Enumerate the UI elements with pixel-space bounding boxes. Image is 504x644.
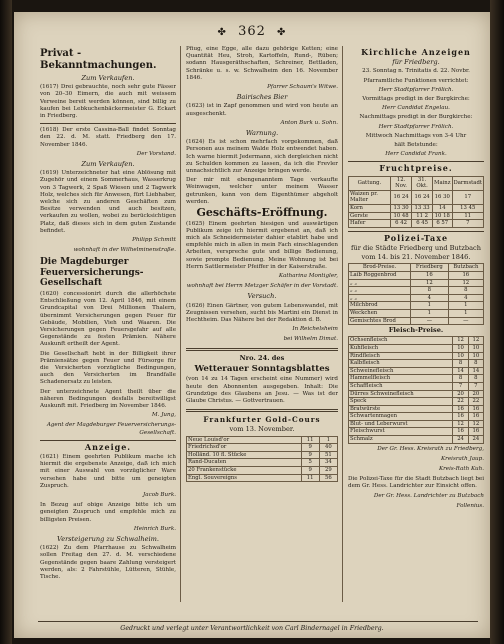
grain-price-row-cell: 11 (452, 212, 484, 220)
grain-prices-table (348, 176, 484, 228)
meat-price-row-cell: 22 (468, 398, 483, 406)
meat-price-row-cell: 12 (453, 337, 468, 345)
grain-price-row-cell: Gerste (349, 212, 391, 220)
meat-price-row-cell: 16 (453, 413, 468, 421)
ad-text: (1618) Der erste Cassina-Ball findet Sonntag den 22. d. M. statt. Friedberg den 17. November 1846. (40, 127, 176, 148)
left-gutter (0, 0, 12, 644)
column-1 (40, 46, 176, 606)
gold-course-row-cell: 11 (301, 436, 319, 444)
grain-price-row-cell: 16 24 (390, 190, 411, 204)
meat-price-row (349, 405, 484, 413)
footer-rule (38, 621, 478, 622)
business-opening-title: Geschäfts-Eröffnung. (196, 206, 328, 220)
meat-price-row-cell: 14 (453, 367, 468, 375)
table-header-row (349, 264, 484, 272)
gold-course-row (187, 466, 338, 474)
column-divider (180, 46, 181, 602)
church-line: Vormittags predigt in der Burgkirche: (362, 96, 470, 103)
meat-price-row-cell: Fleischwurst (349, 428, 453, 436)
police-tax-date: vom 14. bis 21. November 1846. (361, 253, 471, 262)
meat-price-row-cell: 20 (468, 390, 483, 398)
meat-price-row-cell: 10 (468, 344, 483, 352)
meat-price-row-cell: Ochsenfleisch (349, 337, 453, 345)
ad-text: Der unterzeichnete Agent theilt über die näheren Bedingungen desfalls bereitwilligst Auskunft mit. Friedberg im November 1846. (40, 388, 176, 410)
bread-price-row (349, 287, 484, 295)
meat-price-row (349, 344, 484, 352)
sonntagsblatt-title: Wetterauer Sonntagsblattes (194, 363, 330, 374)
meat-price-row-cell: 14 (468, 367, 483, 375)
bread-price-row-cell: 8 (448, 287, 483, 295)
signature: Philipp Schmitt (132, 237, 176, 244)
gold-course-row (187, 436, 338, 444)
meat-price-row-cell: 12 (453, 420, 468, 428)
signature: wohnhaft bei Herrn Metzger Schäfer in der Vorstadt. (186, 283, 338, 290)
meat-price-row-cell: 16 (468, 413, 483, 421)
gold-course-row-cell: 29 (319, 466, 337, 474)
gold-course-row-cell: Holländ. 10 fl. Stücke (187, 451, 302, 459)
meat-price-row (349, 352, 484, 360)
meat-price-row-cell: 10 (468, 352, 483, 360)
grain-price-row-cell: 10 48 (390, 212, 411, 220)
gold-course-row-cell: 56 (319, 474, 337, 482)
bread-price-row (349, 279, 484, 287)
subsection-title: Versteigerung zu Schwalheim. (57, 535, 159, 544)
gold-course-title: Frankfurter Gold-Cours (203, 415, 321, 425)
bread-price-row-cell: 1 (411, 302, 449, 310)
subsection-title: Zum Verkaufen. (81, 160, 135, 169)
bread-price-row-cell: 1 (411, 309, 449, 317)
table-header-cell: 12. Nov. (390, 176, 411, 190)
newspaper-page (14, 12, 490, 638)
meat-price-row-cell: 8 (453, 360, 468, 368)
ad-text: (1621) Einem geehrten Publikum mache ich hiermit die ergebenste Anzeige, daß ich mich mit einer Auswahl von vorzüglicher Ware versehen habe und bitte um geneigten Zuspruch. (40, 454, 176, 489)
bread-price-row-cell: 12 (448, 279, 483, 287)
meat-price-row-cell: Bratwürste (349, 405, 453, 413)
church-date: 23. Sonntag n. Trinitatis d. 22. Novbr. (362, 68, 470, 75)
meat-price-row-cell: 8 (453, 375, 468, 383)
meat-price-row-cell: 24 (453, 436, 468, 444)
column-divider (342, 46, 343, 602)
gold-course-date: vom 13. November. (229, 425, 295, 434)
printer-imprint: Gedruckt und verlegt unter Verantwortlichkeit von Carl Bindernagel in Friedberg. (120, 625, 384, 632)
grain-price-row (349, 212, 484, 220)
gold-course-row-cell: 11 (301, 474, 319, 482)
section-title: Privat - Bekanntmachungen. (40, 48, 157, 71)
grain-price-row-cell: 13 45 (452, 205, 484, 213)
bread-price-row (349, 309, 484, 317)
church-line: Mittwoch Nachmittags von 3-4 Uhr (365, 132, 467, 139)
bread-price-row-cell: „ „ (349, 287, 411, 295)
signature: Anton Burk u. Sohn. (280, 119, 338, 126)
grain-price-row-cell: 6 57 (433, 220, 452, 228)
table-header-row (349, 176, 484, 190)
gold-course-row (187, 459, 338, 467)
grain-price-row-cell: Waizen pr. Malter (349, 190, 391, 204)
table-header-cell: Friedberg (411, 264, 449, 272)
divider (40, 123, 176, 124)
ad-text: Der mir mit ebengenanntem Tage verkaufte Weinwagen, welcher unter meinem Wasser getrunken, kann von dem Eigenthümer abgeholt werden. (186, 177, 338, 205)
bread-price-row (349, 294, 484, 302)
signature: Kreis-Rath Kuh. (438, 466, 484, 473)
gold-course-row (187, 444, 338, 452)
church-line: Herr Stadtpfarrer Frölich. (378, 123, 454, 130)
signature: Heinrich Burk. (133, 525, 176, 532)
meat-price-row-cell: Rindfleisch (349, 352, 453, 360)
meat-price-row-cell: 7 (468, 382, 483, 390)
meat-price-row-cell: Speck (349, 398, 453, 406)
signature: bei Wilhelm Dimat. (283, 336, 338, 343)
meat-price-row (349, 375, 484, 383)
meat-price-row-cell: Schmalz (349, 436, 453, 444)
grain-price-row-cell: 10 18 (433, 212, 452, 220)
signature: wohnhaft in der Wilhelminenstraße. (73, 247, 176, 254)
table-header-cell: 31. Okt. (412, 176, 433, 190)
meat-price-row-cell: Kuhfleisch (349, 344, 453, 352)
bread-price-row-cell: Weckchen (349, 309, 411, 317)
bread-price-row (349, 317, 484, 325)
meat-price-row-cell: Schwartenmagen (349, 413, 453, 421)
meat-price-row-cell: 16 (453, 405, 468, 413)
table-header-cell: Mainz (433, 176, 452, 190)
bread-price-row-cell: Milchbrod (349, 302, 411, 310)
grain-price-row-cell: Korn (349, 205, 391, 213)
meat-price-row (349, 413, 484, 421)
header-ornament-right: ✤ (277, 27, 287, 38)
meat-price-row (349, 382, 484, 390)
ad-text: Pfiug, eine Egge, alle dazu gehörige Ketten; eine Quantität Heu, Stroh, Kartoffeln, Rund-, Rüben; sodann Hausgeräthschaften, Schreiner, Bettladen, Schränke u. s. w. Schwalheim den 16. November 1846. (186, 46, 338, 81)
signature: Der Gr. Hess. Kreisrath zu Friedberg, (377, 445, 484, 452)
meat-price-row-cell: Schweinefleisch (349, 367, 453, 375)
gold-course-row (187, 474, 338, 482)
table-header-cell: Butzbach (448, 264, 483, 272)
grain-price-row-cell: 6 42 (390, 220, 411, 228)
meat-price-row-cell: 8 (468, 360, 483, 368)
gold-course-row-cell: Neue Louisd'or (187, 436, 302, 444)
meat-price-row-cell: 16 (468, 428, 483, 436)
gold-course-row-cell: Friedrichsd'or (187, 444, 302, 452)
page-header (14, 24, 490, 39)
meat-price-row-cell: 12 (468, 420, 483, 428)
bread-price-row-cell: — (411, 317, 449, 325)
grain-price-row-cell: Hafer (349, 220, 391, 228)
divider (348, 161, 484, 162)
gold-course-row (187, 451, 338, 459)
gold-course-row-cell: 20 Frankenstücke (187, 466, 302, 474)
meat-price-row (349, 436, 484, 444)
bread-price-row-cell: „ „ (349, 279, 411, 287)
grain-price-row-cell: 13 33 (412, 205, 433, 213)
gold-course-row-cell: 40 (319, 444, 337, 452)
table-header-cell: Darmstadt (452, 176, 484, 190)
gold-course-table (186, 436, 338, 483)
column-3 (348, 46, 484, 606)
church-line: Herr Stadtpfarrer Frölich. (378, 86, 454, 93)
meat-price-row-cell: Dürres Schweinefleisch (349, 390, 453, 398)
gold-course-row-cell: 9 (301, 451, 319, 459)
bread-price-row-cell: 4 (411, 294, 449, 302)
column-2 (186, 46, 338, 606)
meat-price-row (349, 398, 484, 406)
church-line: Pfarramtliche Funktionen verrichtet: (363, 77, 469, 84)
church-line: Herr Candidat Engelau. (382, 105, 450, 112)
ad-text: Die Gesellschaft hebt in der Billigkeit ihrer Prämiensätze gegen Feuer und Fürsorge für die Versicherten vorzügliche Bedingungen, auch den Versicherten im Brandfalle Schadenersatz zu leisten. (40, 350, 176, 386)
meat-price-row-cell: 10 (453, 352, 468, 360)
subsection-title: Zum Verkaufen. (81, 74, 135, 82)
ad-text: (1623) ist in Zapf genommen und wird von heute an ausgeschenkt. (186, 103, 338, 117)
bread-price-row (349, 272, 484, 280)
grain-price-row-cell: 17 (452, 190, 484, 204)
bread-price-row-cell: 1 (448, 309, 483, 317)
ad-text: (1626) Einen Gärtner, von gutem Lebenswandel, mit Zeugnissen versehen, sucht bis Martini ein Dienst in Hechtheim. Das Nähere bei der Redaktion d. B. (186, 302, 338, 323)
bread-price-row-cell: 8 (411, 287, 449, 295)
grain-price-row (349, 190, 484, 204)
meat-price-row-cell: Schaffleisch (349, 382, 453, 390)
bread-price-row-cell: 12 (411, 279, 449, 287)
police-tax-title: Polizei-Taxe (383, 232, 449, 243)
ad-text: (1617) Drei gebrauchte, noch sehr gute Fässer von 20–30 Eimern, die auch mit weissem Verweine bereit werden können, sind billig zu kaufen bei Lebkuchenbäckermeister G. Eckart in Friedberg. (40, 84, 176, 120)
grain-price-row-cell: 16 30 (433, 190, 452, 204)
bread-price-row-cell: 16 (411, 272, 449, 280)
gold-course-row-cell: 9 (301, 444, 319, 452)
gold-course-row-cell: Engl. Souvereigns (187, 474, 302, 482)
bread-price-row-cell: Laib Roggenbrod (349, 272, 411, 280)
table-header-cell: Brod-Preise. (349, 264, 411, 272)
gold-course-row-cell: 51 (319, 451, 337, 459)
signature: Jacob Burk. (143, 492, 176, 499)
subsection-title: Bairisches Bier (236, 93, 288, 102)
grain-price-row-cell: 6 45 (412, 220, 433, 228)
meat-price-row-cell: Kalbfleisch (349, 360, 453, 368)
ad-text: (1625) Einem geehrten hiesigen und auswärtigen Publikum zeige ich hiermit ergebenst an, daß ich mich als Schneidermeister dahier etablirt habe und empfehle mich in allen in mein Fach einschlagenden Arbeiten, verspreche gute und billige Bedienung, sowie prompte Bedienung. Meine Wohnung ist bei Herrn Sattlermeister Pfeiffer in der Kaiserstraße. (186, 220, 338, 270)
signature: Der Gr. Hess. Landrichter zu Butzbach (373, 492, 484, 499)
ad-text: (1619) Unterzeichneter hat eine Ablösung mit Zugehör und einem Sommerhaus, Wasserkrug von 3 Tagwerk, 2 Spaß Wiesen und 2 Tagwerk Holz, welches sich für Anwesen, fürt Liebhaber, welche sich zu anderen Geschäften zum Besitze verwenden und auch besitzen, verkaufen zu wollen, wobei zu berücksichtigen Platz, daß dieses sich in dem guten Zustande befindet. (40, 170, 176, 234)
signature: Katharina Montigler, (278, 272, 338, 279)
church-title: Kirchliche Anzeigen (361, 47, 471, 57)
ad-text: (1624) Es ist schon mehrfach vorgekommen, daß Personen aus meinem Walde Holz entwendet haben. Ich warne hiermit Jedermann, sich dergleichen nicht zu Schulden kommen zu lassen, da ich die Frevler unnachsichtlich zur Anzeige bringen werde. (186, 139, 338, 175)
meat-price-row (349, 360, 484, 368)
ad-text: (1622) Zu dem Pfarrhause zu Schwalheim sollen Freitag den 27. d. M. verschiedene Gegenstände gegen baare Zahlung versteigert werden, als: 2 Fahrstühle, Lütteren, Stühle, Tische. (40, 545, 176, 581)
meat-price-row-cell: 16 (468, 405, 483, 413)
subsection-title: Warnung. (245, 129, 279, 138)
meat-price-row-cell: 16 (453, 428, 468, 436)
meat-price-row-cell: 20 (453, 390, 468, 398)
subsection-title: Anzeige. (84, 441, 132, 452)
ad-text: (1620) concessionirt durch die allerhöchste Entschließung vom 12. April 1846, mit einem Grundcapital von Drei Millionen Thalern, übernimmt Versicherungen gegen Feuer für Gebäude, Mobilien, Vieh und Waaren. Die Versicherungen gegen Feuersgefahr auf alle Gegenstände zu festen Prämien. Nähere Auskunft ertheilt der Agent. (40, 290, 176, 348)
gold-course-row-cell: 9 (301, 466, 319, 474)
grain-price-row (349, 220, 484, 228)
bread-price-row-cell: Gemischtes Brod (349, 317, 411, 325)
signature: Der Vorstand. (136, 150, 176, 157)
meat-price-row-cell: 10 (453, 344, 468, 352)
church-line: hält Betstunde: (394, 142, 438, 149)
meat-price-row (349, 428, 484, 436)
grain-price-row-cell: 14 (433, 205, 452, 213)
church-subtitle: für Friedberg. (392, 58, 440, 67)
bread-prices-table (348, 263, 484, 325)
ad-text: In Bezug auf obige Anzeige bitte ich um geneigten Zuspruch und empfehle mich zu billigsten Preisen. (40, 502, 176, 523)
meat-price-row-cell: 24 (468, 436, 483, 444)
bread-price-row (349, 302, 484, 310)
divider (40, 440, 176, 441)
notice-text: Die Polizei-Taxe für die Stadt Butzbach liegt bei dem Gr. Hess. Landrichter zur Einsicht offen. (348, 476, 484, 490)
gold-course-row-cell: Rand-Ducaten (187, 459, 302, 467)
grain-price-row-cell: 16 24 (412, 190, 433, 204)
grain-price-row (349, 205, 484, 213)
divider (348, 231, 484, 232)
table-header-cell: Gattung. (349, 176, 391, 190)
meat-prices-table (348, 336, 484, 443)
signature: Follenius. (456, 502, 484, 509)
church-line: Nachmittags predigt in der Burgkirche: (359, 114, 473, 121)
issue-number: Nro. 24. des (239, 353, 285, 362)
meat-price-row (349, 337, 484, 345)
police-tax-subtitle: für die Städte Friedberg und Butzbach (351, 244, 481, 252)
meat-price-row-cell: Blut- und Leberwurst (349, 420, 453, 428)
signature: Pfarrer Schaum's Witwe. (267, 84, 338, 91)
bread-price-row-cell: — (448, 317, 483, 325)
sonntagsblatt-text: (von 14 zu 14 Tagen erscheint eine Nummer) wird heute den Abonnenten ausgegeben. Inhalt: Die Grundzüge des Glaubens an Jesu. — Was ist der Glaube Christus. — Gottvertrauen. (186, 376, 338, 404)
signature: In Reichelsheim (292, 326, 338, 333)
subsection-title: Versuch. (247, 292, 277, 301)
bread-price-row-cell: 4 (448, 294, 483, 302)
gold-course-row-cell: 34 (319, 459, 337, 467)
grain-price-row-cell: 11 2 (412, 212, 433, 220)
header-ornament-left: ✤ (217, 27, 227, 38)
page-number: 362 (238, 24, 266, 39)
divider (186, 409, 338, 412)
grain-prices-title: Fruchtpreise. (379, 163, 453, 174)
bread-price-row-cell: 1 (448, 302, 483, 310)
grain-price-row-cell: 7 (452, 220, 484, 228)
meat-prices-title: Fleisch-Preise. (388, 326, 444, 335)
church-line: Herr Candidat Frank. (385, 151, 447, 158)
signature: M. Jung, (151, 412, 176, 419)
meat-price-row-cell: 12 (468, 337, 483, 345)
gold-course-row-cell: 1 (319, 436, 337, 444)
signature: Kreisrath Jaup. (441, 455, 484, 462)
meat-price-row-cell: 8 (468, 375, 483, 383)
right-gutter (490, 0, 504, 644)
meat-price-row (349, 367, 484, 375)
meat-price-row (349, 390, 484, 398)
meat-price-row-cell: Hammelfleisch (349, 375, 453, 383)
bread-price-row-cell: 16 (448, 272, 483, 280)
gold-course-row-cell: 5 (301, 459, 319, 467)
meat-price-row-cell: 22 (453, 398, 468, 406)
signature: Agent der Magdeburger Feuerversicherungs-Gesellschaft. (46, 422, 176, 436)
grain-price-row-cell: 13 30 (390, 205, 411, 213)
divider (186, 348, 338, 351)
insurance-title: Die Magdeburger Feuerversicherungs-Gesellschaft (40, 257, 144, 289)
meat-price-row (349, 420, 484, 428)
bread-price-row-cell: „ „ (349, 294, 411, 302)
meat-price-row-cell: 7 (453, 382, 468, 390)
